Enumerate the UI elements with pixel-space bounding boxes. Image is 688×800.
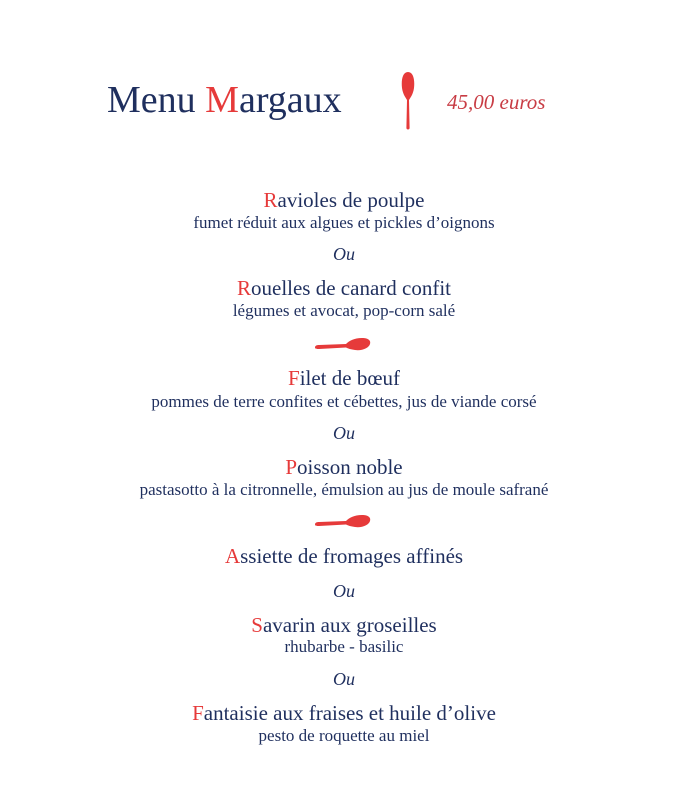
dish-initial: R [236, 276, 251, 300]
dish-description: pommes de terre confites et cébettes, jus de viande corsé [151, 392, 537, 411]
dish-initial: S [251, 613, 263, 637]
dish-title [0, 701, 688, 725]
dish-title [0, 455, 688, 479]
dish-initial: F [192, 701, 204, 725]
dish-title-rest: avarin aux groseilles [262, 613, 437, 637]
or-separator: Ou [333, 244, 355, 264]
dish-description: légumes et avocat, pop-corn salé [232, 301, 456, 320]
dish-title-rest: avioles de poulpe [277, 188, 425, 212]
dish-description: pesto de roquette au miel [258, 726, 430, 745]
title-rest: argaux [238, 79, 342, 121]
dish-title-rest: ssiette de fromages affinés [240, 544, 464, 568]
spoon-icon [313, 335, 373, 357]
dish-title [0, 276, 688, 300]
dish-title [0, 188, 688, 212]
menu-title [107, 78, 342, 122]
dish-initial: A [224, 544, 241, 568]
or-separator: Ou [333, 423, 355, 443]
dish-initial: F [288, 366, 300, 390]
dish-title [0, 613, 688, 637]
dish-title-rest: ilet de bœuf [299, 366, 400, 390]
dish-title [0, 544, 688, 568]
dish-title-rest: oisson noble [297, 455, 403, 479]
title-accent-letter: M [205, 79, 239, 121]
title-prefix: Menu [107, 79, 206, 121]
dish-title-rest: antaisie aux fraises et huile d’olive [203, 701, 496, 725]
dish-title [0, 366, 688, 390]
or-separator: Ou [333, 581, 355, 601]
dish-initial: P [285, 455, 298, 479]
dish-description: fumet réduit aux algues et pickles d’oignons [193, 213, 495, 232]
dish-description: rhubarbe - basilic [284, 637, 404, 656]
dish-description: pastasotto à la citronnelle, émulsion au jus de moule safrané [139, 480, 549, 499]
dish-initial: R [263, 188, 278, 212]
dish-title-rest: ouelles de canard confit [251, 276, 451, 300]
spoon-icon [399, 70, 417, 132]
menu-header [0, 70, 688, 130]
spoon-icon [313, 512, 373, 534]
menu-price: 45,00 euros [447, 90, 546, 114]
or-separator: Ou [333, 669, 355, 689]
